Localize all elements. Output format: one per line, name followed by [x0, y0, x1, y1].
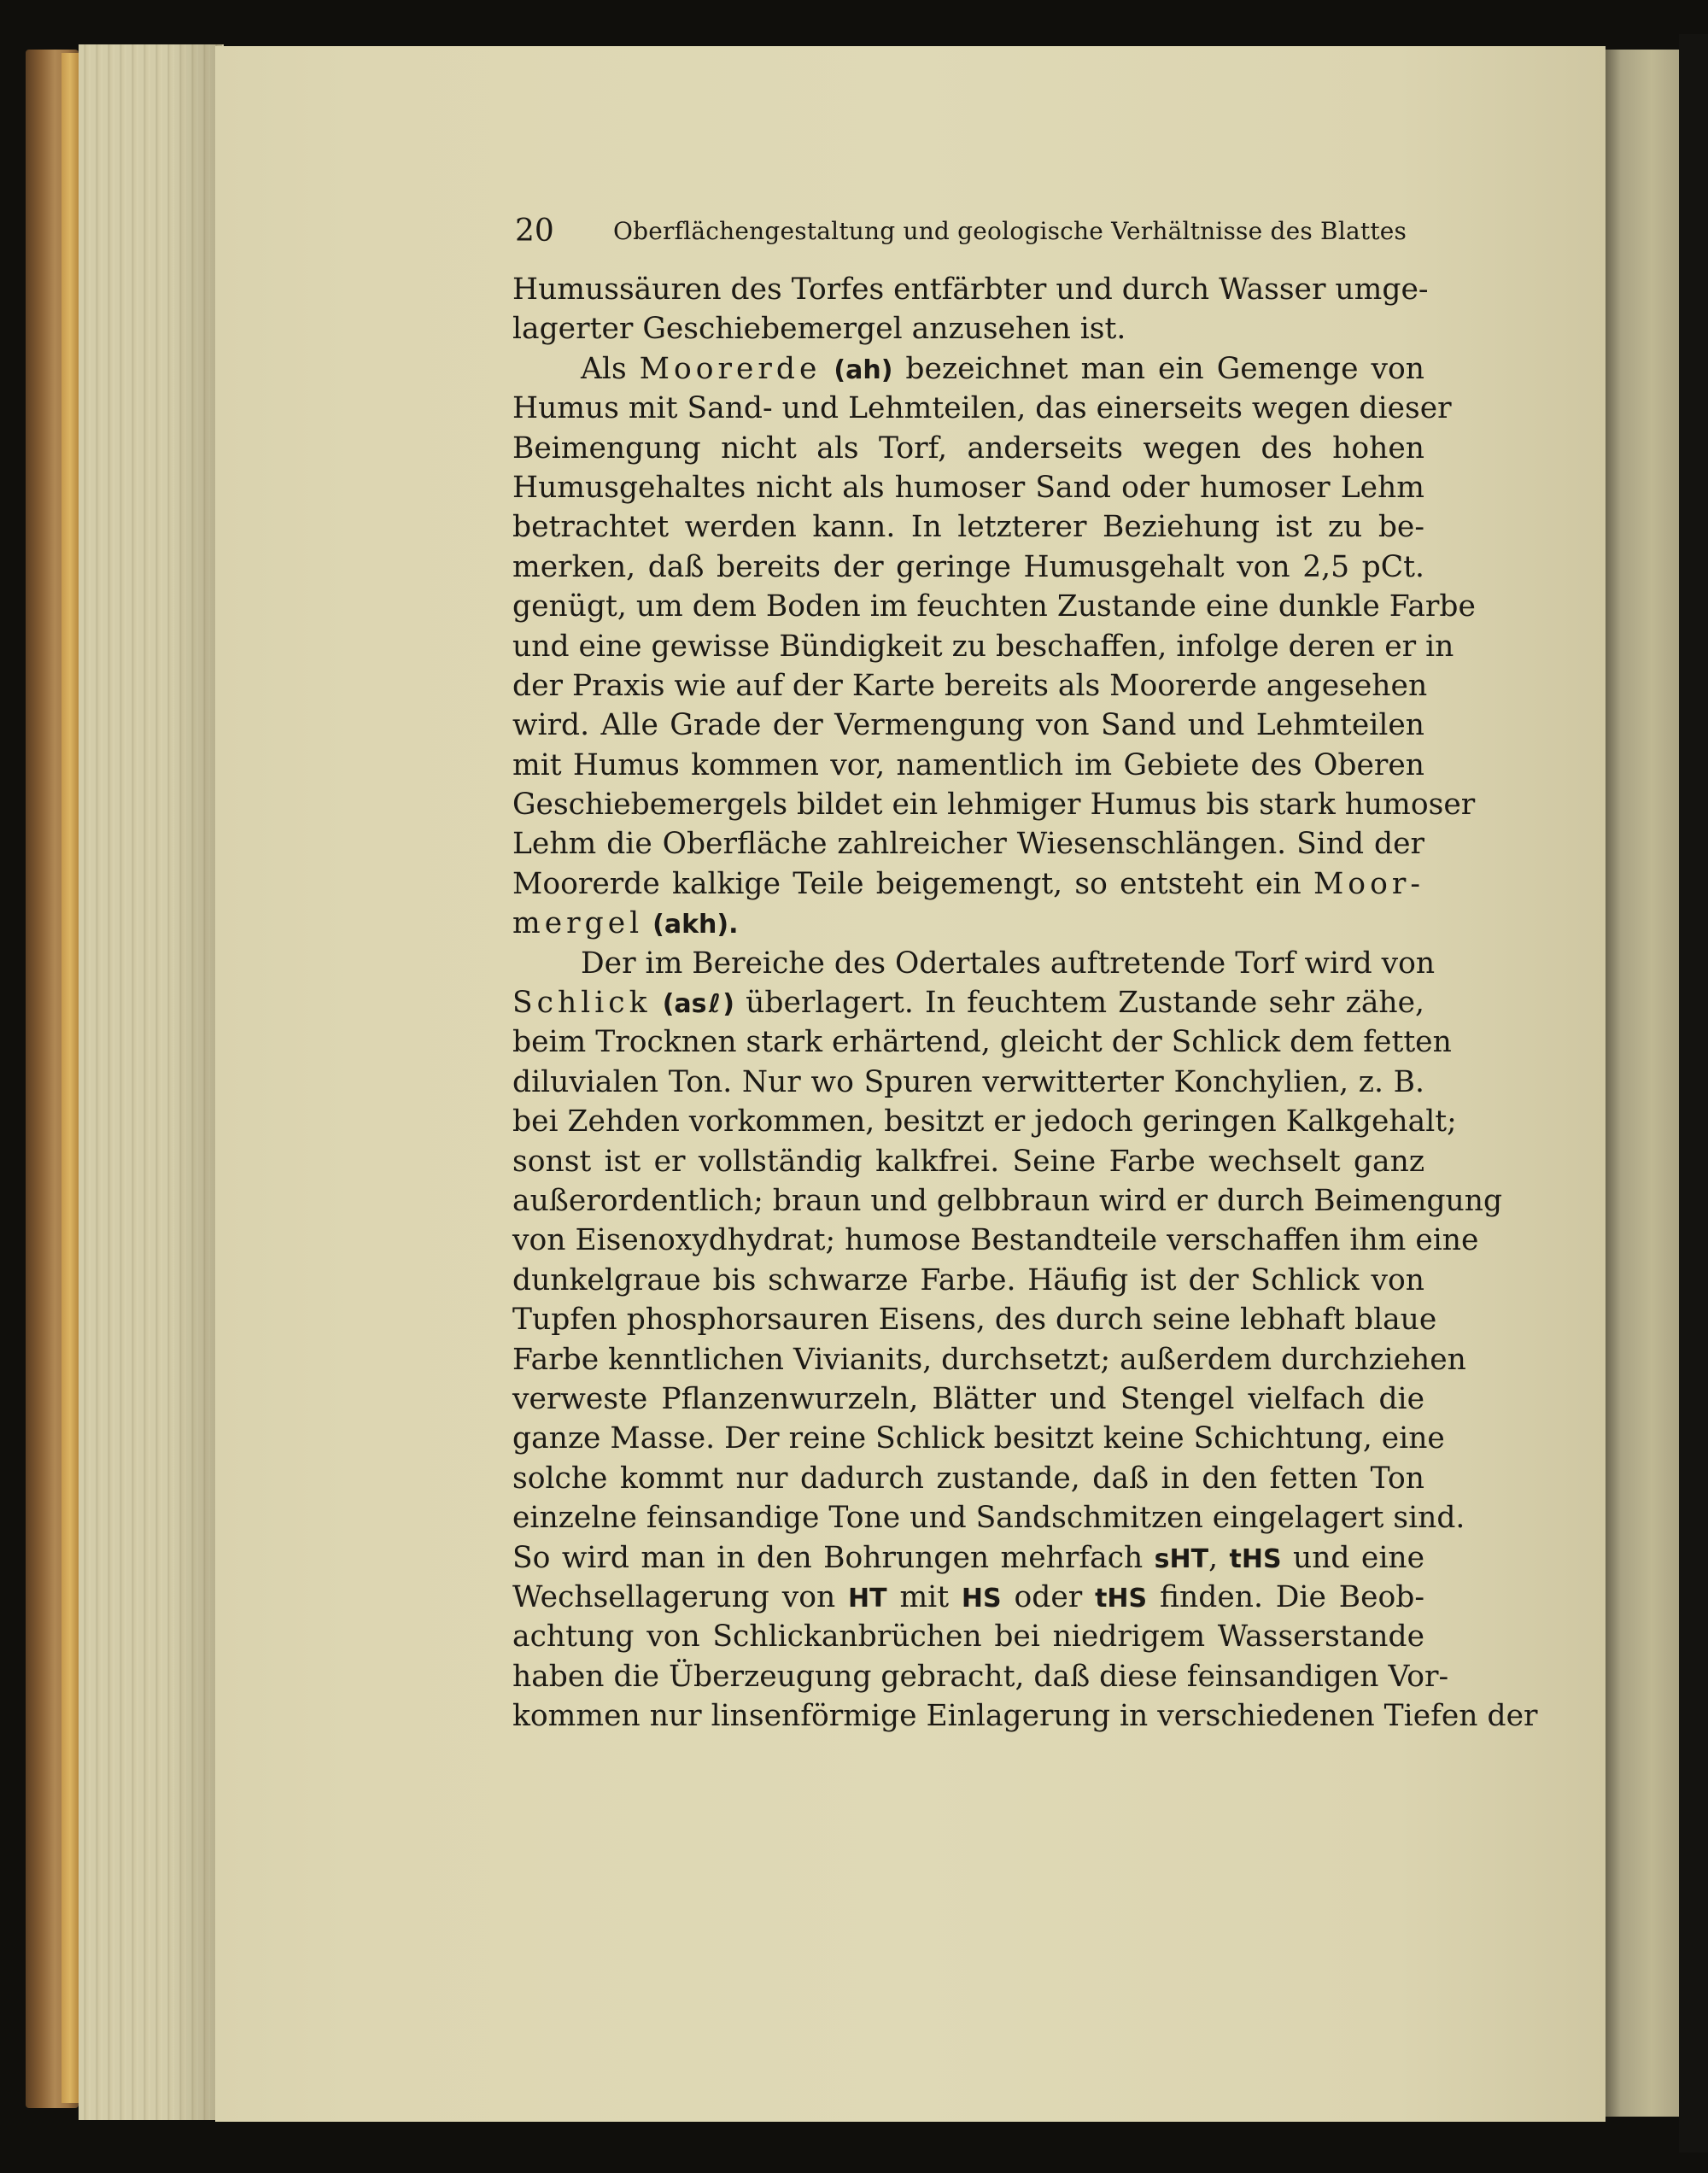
text-run: Wechsellagerung von	[512, 1579, 849, 1614]
text-run: finden. Die Beob-	[1147, 1579, 1424, 1614]
facing-page-edge	[1606, 50, 1682, 2117]
term-moormergel-part2: mergel	[512, 906, 644, 941]
text-line: dunkelgraue bis schwarze Farbe. Häufig ist der Schlick von	[512, 1262, 1424, 1297]
map-symbol-sht: sHT	[1154, 1543, 1209, 1574]
text-line: sonst ist er vollständig kalkfrei. Seine Farbe wechselt ganz	[512, 1144, 1424, 1179]
text-line: Humusgehaltes nicht als humoser Sand oder humoser Lehm	[512, 470, 1424, 505]
text-line: und eine gewisse Bündigkeit zu beschaffen, infolge deren er in	[512, 629, 1454, 664]
text-line: Der im Bereiche des Odertales auftretende Torf wird von	[581, 946, 1436, 981]
text-line: von Eisenoxydhydrat; humose Bestandteile verschaffen ihm eine	[512, 1223, 1479, 1258]
map-symbol-ah: (ah)	[834, 354, 893, 385]
text-line: achtung von Schlickanbrüchen bei niedrigem Wasserstande	[512, 1620, 1424, 1655]
text-run: mit	[886, 1579, 962, 1614]
term-moormergel-part1: Moor-	[1313, 866, 1424, 901]
text-line: Lehm die Oberfläche zahlreicher Wiesenschlängen. Sind der	[512, 827, 1424, 862]
text-line	[512, 983, 1424, 1022]
map-symbol-ths: tHS	[1095, 1583, 1148, 1614]
text-line: Beimengung nicht als Torf, anderseits wegen des hohen	[512, 430, 1424, 466]
text-run: Als	[581, 351, 640, 386]
text-line: Humussäuren des Torfes entfärbter und durch Wasser umge-	[512, 272, 1429, 307]
text-line	[512, 349, 1424, 389]
text-line	[512, 864, 1424, 904]
text-line: merken, daß bereits der geringe Humusgehalt von 2,5 pCt.	[512, 549, 1424, 584]
body-text	[512, 270, 1538, 1736]
scan-background-right	[1679, 34, 1708, 2152]
text-run: überlagert. In feuchtem Zustande sehr zähe,	[734, 986, 1424, 1021]
cover-edge	[61, 53, 79, 2103]
map-symbol-akh: (akh).	[652, 910, 739, 940]
page-gutter-shadow	[171, 44, 222, 2120]
map-symbol-ths: tHS	[1229, 1543, 1282, 1574]
text-line: haben die Überzeugung gebracht, daß diese feinsandigen Vor-	[512, 1659, 1449, 1694]
map-symbol-ht: HT	[848, 1583, 887, 1614]
map-symbol-hs: HS	[961, 1583, 1002, 1614]
term-schlick: Schlick	[512, 986, 652, 1021]
text-run: Moorerde kalkige Teile beigemengt, so entsteht ein	[512, 866, 1313, 901]
text-line: beim Trocknen stark erhärtend, gleicht der Schlick dem fetten	[512, 1025, 1452, 1060]
text-line: kommen nur linsenförmige Einlagerung in verschiedenen Tiefen der	[512, 1699, 1538, 1734]
text-line: einzelne feinsandige Tone und Sandschmitzen eingelagert sind.	[512, 1501, 1465, 1536]
text-line: Farbe kenntlichen Vivianits, durchsetzt; außerdem durchziehen	[512, 1342, 1466, 1377]
text-run: bezeichnet man ein Gemenge von	[892, 351, 1424, 386]
running-title: Oberflächengestaltung und geologische Verhältnisse des Blattes	[613, 217, 1407, 245]
text-line: außerordentlich; braun und gelbbraun wird er durch Beimengung	[512, 1183, 1503, 1218]
text-line: solche kommt nur dadurch zustande, daß in den fetten Ton	[512, 1461, 1424, 1496]
text-line: verweste Pflanzenwurzeln, Blätter und Stengel vielfach die	[512, 1381, 1424, 1416]
text-line: Geschiebemergels bildet ein lehmiger Humus bis stark humoser	[512, 788, 1476, 823]
text-line	[512, 1538, 1424, 1578]
text-line: wird. Alle Grade der Vermengung von Sand und Lehmteilen	[512, 708, 1424, 743]
text-line: bei Zehden vorkommen, besitzt er jedoch geringen Kalkgehalt;	[512, 1104, 1457, 1139]
page-header	[512, 205, 1424, 256]
text-line	[512, 1578, 1424, 1617]
text-run: ,	[1208, 1540, 1230, 1575]
text-line: Humus mit Sand- und Lehmteilen, das einerseits wegen dieser	[512, 391, 1452, 426]
term-moorerde: Moorerde	[639, 351, 822, 386]
text-line: genügt, um dem Boden im feuchten Zustande eine dunkle Farbe	[512, 589, 1476, 624]
text-run: und eine	[1281, 1540, 1425, 1575]
text-line: ganze Masse. Der reine Schlick besitzt keine Schichtung, eine	[512, 1421, 1445, 1456]
text-run: So wird man in den Bohrungen mehrfach	[512, 1540, 1155, 1575]
map-symbol-asl: (asℓ)	[662, 989, 734, 1020]
text-run: oder	[1001, 1579, 1096, 1614]
text-line: betrachtet werden kann. In letzterer Beziehung ist zu be-	[512, 510, 1424, 545]
text-line: mit Humus kommen vor, namentlich im Gebiete des Oberen	[512, 747, 1424, 782]
page-text-block	[512, 205, 1538, 1736]
text-line	[512, 904, 1424, 943]
text-line: lagerter Geschiebemergel anzusehen ist.	[512, 312, 1126, 347]
page-number: 20	[515, 214, 554, 249]
text-line: diluvialen Ton. Nur wo Spuren verwitterter Konchylien, z. B.	[512, 1064, 1424, 1099]
text-line: Tupfen phosphorsauren Eisens, des durch seine lebhaft blaue	[512, 1303, 1437, 1338]
text-line: der Praxis wie auf der Karte bereits als Moorerde angesehen	[512, 668, 1428, 703]
